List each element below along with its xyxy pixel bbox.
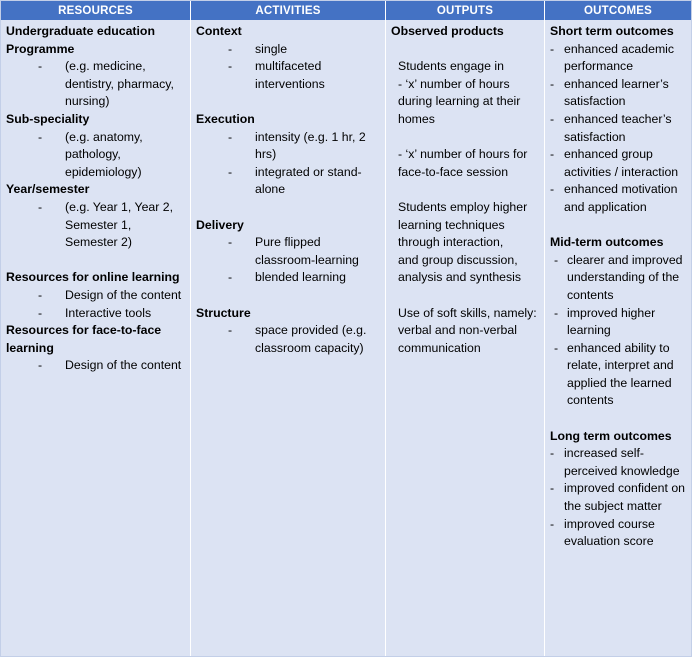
bullet-list <box>550 445 686 551</box>
bullet-item: - improved course evaluation score <box>550 516 686 551</box>
block-spacer <box>391 41 539 59</box>
bullet-item: - integrated or stand-alone <box>196 164 380 199</box>
bullet-item: - enhanced teacher’s satisfaction <box>550 111 686 146</box>
bullet-list <box>550 41 686 217</box>
bullet-item: - blended learning <box>196 269 380 287</box>
column-body-outcomes <box>544 20 691 656</box>
bullet-item: - multifaceted interventions <box>196 58 380 93</box>
bullet-item: - enhanced ability to relate, interpret and applied the learned contents <box>550 340 686 410</box>
column-header-resources <box>1 1 190 20</box>
column-header-label: OUTCOMES <box>583 4 653 17</box>
body-paragraph: Use of soft skills, namely: verbal and non-verbal communication <box>398 305 537 355</box>
bullet-item: - increased self-perceived knowledge <box>550 445 686 480</box>
bullet-item: - space provided (e.g. classroom capacity) <box>196 322 380 357</box>
bullet-item: - single <box>196 41 380 59</box>
section-heading: Resources for online learning <box>6 270 180 285</box>
section-heading: Short term outcomes <box>550 24 674 38</box>
column-body-resources <box>1 20 190 656</box>
bullet-list <box>6 357 185 375</box>
bullet-item: - (e.g. anatomy, pathology, epidemiology) <box>6 129 185 182</box>
bullet-item: - Interactive tools <box>6 305 185 323</box>
block-spacer <box>391 129 539 147</box>
block-spacer <box>391 181 539 199</box>
column-body-outputs <box>385 20 544 656</box>
column-header-outcomes <box>544 1 691 20</box>
bullet-item: - improved higher learning <box>550 305 686 340</box>
section-heading: Delivery <box>196 217 244 232</box>
block-spacer <box>196 93 380 111</box>
column-header-label: OUTPUTS <box>436 4 494 17</box>
body-paragraph: - ‘x’ number of hours during learning at their homes <box>398 76 521 126</box>
body-paragraph: Students engage in <box>398 59 504 74</box>
bullet-list <box>196 41 380 94</box>
section-heading: Structure <box>196 305 251 320</box>
bullet-list <box>196 322 380 357</box>
block-spacer <box>550 217 686 235</box>
column-header-label: ACTIVITIES <box>255 4 321 17</box>
bullet-item: - (e.g. Year 1, Year 2, Semester 1, Semester 2) <box>6 199 185 252</box>
block-spacer <box>196 199 380 217</box>
section-heading: Context <box>196 24 242 38</box>
bullet-item: - enhanced academic performance <box>550 41 686 76</box>
section-heading: Resources for face-to-face learning <box>6 323 162 355</box>
block-spacer <box>550 410 686 428</box>
body-paragraph: Students employ higher learning techniques through interaction, <box>398 199 528 250</box>
bullet-list <box>196 234 380 287</box>
bullet-item: - Design of the content <box>6 287 185 305</box>
bullet-list <box>6 287 185 322</box>
column-header-activities <box>190 1 385 20</box>
column-header-label: RESOURCES <box>58 4 133 17</box>
section-heading: Year/semester <box>6 182 90 197</box>
column-body-activities <box>190 20 385 656</box>
section-heading: Observed products <box>391 24 504 38</box>
section-heading: Undergraduate education Programme <box>6 24 155 56</box>
column-body-row <box>1 20 691 656</box>
bullet-item: - enhanced group activities / interaction <box>550 146 686 181</box>
block-spacer <box>391 287 539 305</box>
section-heading: Long term outcomes <box>550 428 672 443</box>
bullet-list <box>550 252 686 410</box>
bullet-item: - intensity (e.g. 1 hr, 2 hrs) <box>196 129 380 164</box>
section-heading: Sub-speciality <box>6 111 90 126</box>
bullet-item: - Design of the content <box>6 357 185 375</box>
column-header-outputs <box>385 1 544 20</box>
section-heading: Execution <box>196 111 255 126</box>
bullet-list <box>196 129 380 199</box>
bullet-item: - enhanced motivation and application <box>550 181 686 216</box>
bullet-item: - (e.g. medicine, dentistry, pharmacy, nursing) <box>6 58 185 111</box>
bullet-item: - enhanced learner’s satisfaction <box>550 76 686 111</box>
block-spacer <box>6 252 185 270</box>
body-paragraph: - ‘x’ number of hours for face-to-face session <box>398 147 528 179</box>
bullet-item: - Pure flipped classroom-learning <box>196 234 380 269</box>
bullet-item: - clearer and improved understanding of the contents <box>550 252 686 305</box>
bullet-list <box>6 199 185 252</box>
bullet-list <box>6 58 185 111</box>
section-heading: Mid-term outcomes <box>550 235 664 250</box>
block-spacer <box>196 287 380 305</box>
column-header-row <box>1 1 691 20</box>
body-paragraph: and group discussion, analysis and synthesis <box>398 252 522 285</box>
bullet-item: - improved confident on the subject matter <box>550 480 686 515</box>
bullet-list <box>6 129 185 182</box>
